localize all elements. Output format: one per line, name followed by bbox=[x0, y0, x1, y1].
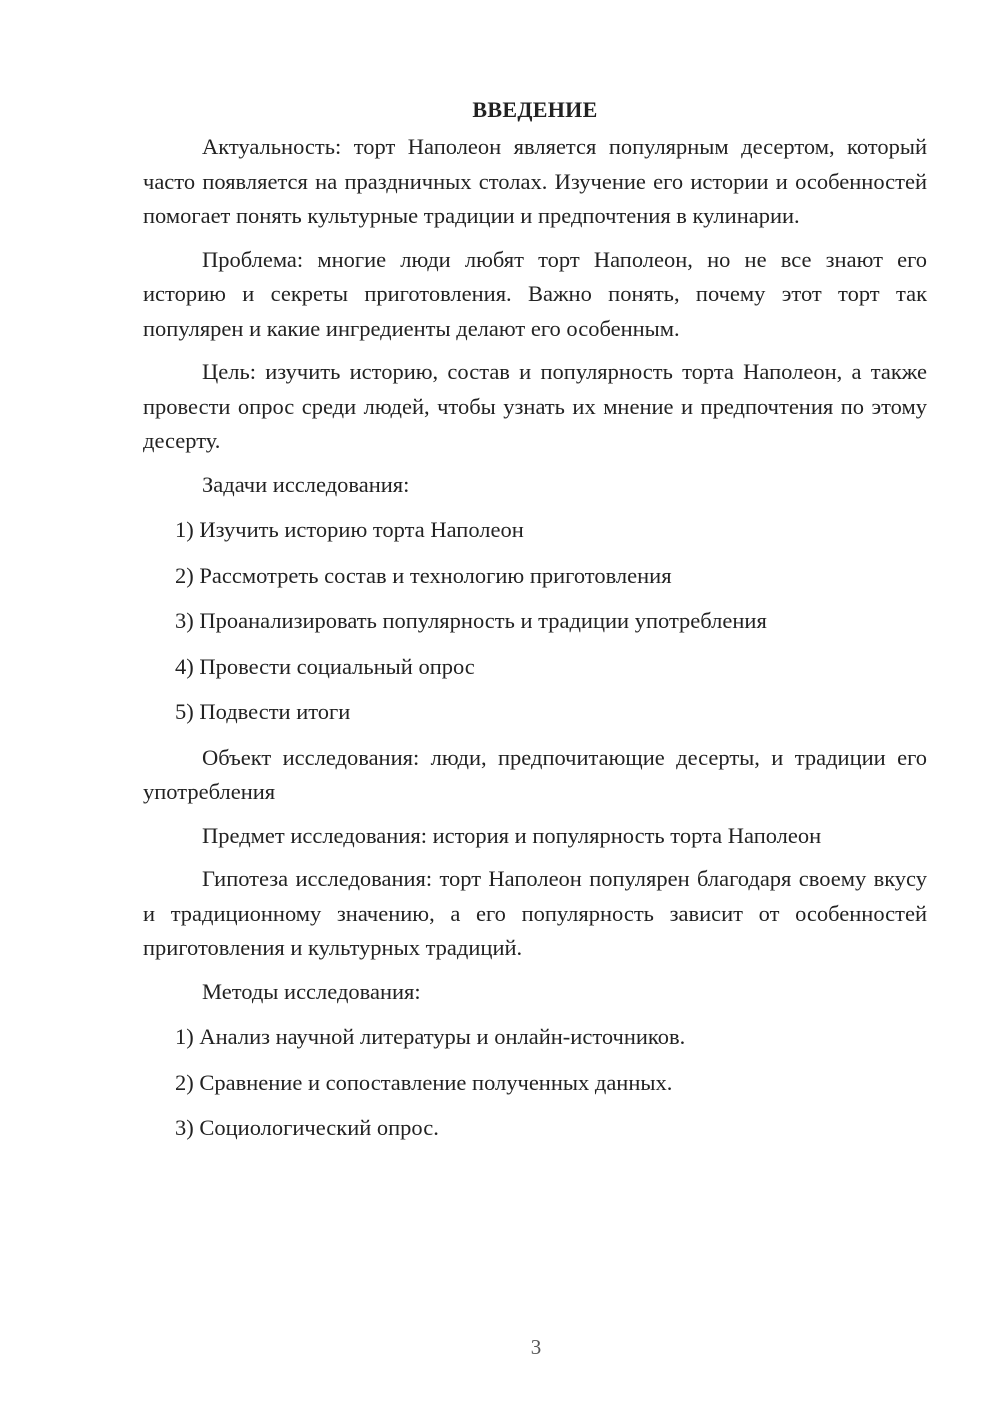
goal-paragraph: Цель: изучить историю, состав и популярность торта Наполеон, а также провести опрос среди людей, чтобы узнать их мнение и предпочтения по этому десерту. bbox=[143, 359, 927, 453]
task-item-2: 2) Рассмотреть состав и технологию приготовления bbox=[175, 562, 672, 588]
method-item-1: 1) Анализ научной литературы и онлайн-источников. bbox=[175, 1024, 686, 1049]
hypothesis-paragraph: Гипотеза исследования: торт Наполеон популярен благодаря своему вкусу и традиционному значению, а его популярность зависит от особенностей приготовления и культурных традиций. bbox=[143, 866, 927, 960]
methods-heading: Методы исследования: bbox=[202, 978, 421, 1004]
relevance-paragraph: Актуальность: торт Наполеон является популярным десертом, который часто появляется на праздничных столах. Изучение его истории и особенностей помогает понять культурные традиции и предпочтения в кулинарии. bbox=[143, 134, 927, 228]
task-item-1: 1) Изучить историю торта Наполеон bbox=[175, 517, 524, 542]
task-item-3: 3) Проанализировать популярность и традиции употребления bbox=[175, 608, 767, 633]
task-item-4: 4) Провести социальный опрос bbox=[175, 653, 475, 679]
tasks-heading: Задачи исследования: bbox=[202, 471, 410, 497]
task-item-5: 5) Подвести итоги bbox=[175, 699, 351, 724]
page-number: 3 bbox=[530, 1335, 542, 1359]
method-item-2: 2) Сравнение и сопоставление полученных данных. bbox=[175, 1069, 673, 1095]
methods-list bbox=[143, 1020, 927, 1146]
problem-paragraph: Проблема: многие люди любят торт Наполеон, но не все знают его историю и секреты приготовления. Важно понять, почему этот торт так популярен и какие ингредиенты делают его особенным. bbox=[143, 246, 927, 341]
subject-paragraph: Предмет исследования: история и популярность торта Наполеон bbox=[202, 822, 822, 848]
section-title: ВВЕДЕНИЕ bbox=[472, 97, 598, 122]
tasks-list bbox=[143, 513, 927, 730]
page-content bbox=[143, 92, 927, 1157]
object-paragraph: Объект исследования: люди, предпочитающие десерты, и традиции его употребления bbox=[143, 744, 927, 804]
method-item-3: 3) Социологический опрос. bbox=[175, 1115, 439, 1140]
